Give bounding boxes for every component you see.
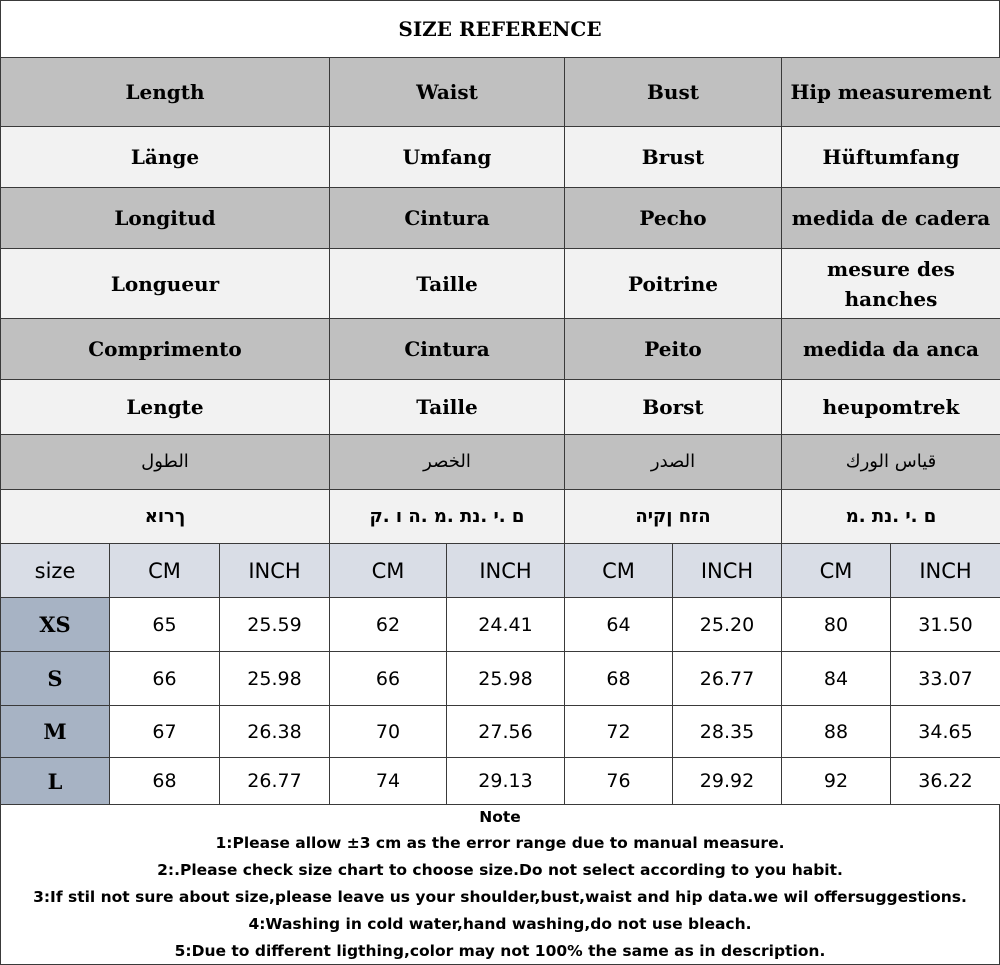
bust-label: Poitrine [565, 249, 782, 319]
length-label: Länge [1, 127, 330, 188]
waist-cm: 70 [330, 706, 447, 758]
hip-cm: 92 [782, 758, 891, 805]
bust-cm-header: CM [565, 544, 673, 598]
waist-label: الخصر [330, 435, 565, 490]
waist-inch: 25.98 [447, 652, 565, 706]
hip-inch: 31.50 [891, 598, 1000, 652]
bust-inch: 28.35 [673, 706, 782, 758]
hip-cm: 84 [782, 652, 891, 706]
waist-label: Cintura [330, 319, 565, 380]
length-inch: 25.59 [220, 598, 330, 652]
bust-cm: 68 [565, 652, 673, 706]
size-table [0, 543, 1000, 805]
hip-label: ם .י .נת .מ [782, 490, 1000, 544]
waist-inch: 27.56 [447, 706, 565, 758]
waist-label: Waist [330, 58, 565, 127]
lang-row-german [1, 127, 1000, 188]
length-label: Lengte [1, 380, 330, 435]
waist-label: Taille [330, 380, 565, 435]
bust-label: הזח ןקיה [565, 490, 782, 544]
length-inch-header: INCH [220, 544, 330, 598]
length-label: Longitud [1, 188, 330, 249]
bust-label: Brust [565, 127, 782, 188]
lang-row-portuguese [1, 319, 1000, 380]
bust-inch-header: INCH [673, 544, 782, 598]
hip-inch: 33.07 [891, 652, 1000, 706]
hip-label: medida da anca [782, 319, 1000, 380]
hip-cm: 80 [782, 598, 891, 652]
waist-inch: 24.41 [447, 598, 565, 652]
waist-cm: 62 [330, 598, 447, 652]
waist-label: Umfang [330, 127, 565, 188]
note-line: 5:Due to different ligthing,color may not 100% the same as in description. [174, 942, 826, 960]
waist-label: Taille [330, 249, 565, 319]
bust-label: الصدر [565, 435, 782, 490]
hip-inch-header: INCH [891, 544, 1000, 598]
waist-cm: 66 [330, 652, 447, 706]
hip-cm: 88 [782, 706, 891, 758]
hip-label: mesure des hanches [782, 249, 1000, 319]
lang-row-english [1, 58, 1000, 127]
waist-cm: 74 [330, 758, 447, 805]
length-label: Longueur [1, 249, 330, 319]
size-label: L [1, 758, 110, 805]
size-row-m [1, 706, 1000, 758]
length-inch: 25.98 [220, 652, 330, 706]
lang-row-spanish [1, 188, 1000, 249]
length-cm-header: CM [110, 544, 220, 598]
length-label: ךרוא [1, 490, 330, 544]
bust-label: Borst [565, 380, 782, 435]
waist-label: ם .י .נת .מ .ה ו .ק [330, 490, 565, 544]
waist-cm-header: CM [330, 544, 447, 598]
size-label: S [1, 652, 110, 706]
bust-inch: 25.20 [673, 598, 782, 652]
bust-inch: 29.92 [673, 758, 782, 805]
length-label: الطول [1, 435, 330, 490]
bust-cm: 64 [565, 598, 673, 652]
length-cm: 67 [110, 706, 220, 758]
bust-cm: 76 [565, 758, 673, 805]
size-label: M [1, 706, 110, 758]
hip-label: heupomtrek [782, 380, 1000, 435]
size-row-xs [1, 598, 1000, 652]
length-inch: 26.77 [220, 758, 330, 805]
waist-inch: 29.13 [447, 758, 565, 805]
size-row-s [1, 652, 1000, 706]
waist-label: Cintura [330, 188, 565, 249]
size-header-row [1, 544, 1000, 598]
hip-label: قياس الورك [782, 435, 1000, 490]
measurement-names-table [0, 57, 1000, 544]
note-line: 2:.Please check size chart to choose size.Do not select according to you habit. [157, 861, 843, 879]
notes-title: Note [479, 808, 521, 826]
size-label: XS [1, 598, 110, 652]
bust-label: Peito [565, 319, 782, 380]
length-cm: 68 [110, 758, 220, 805]
length-cm: 65 [110, 598, 220, 652]
bust-inch: 26.77 [673, 652, 782, 706]
bust-label: Bust [565, 58, 782, 127]
lang-row-dutch [1, 380, 1000, 435]
hip-label: Hip measurement [782, 58, 1000, 127]
lang-row-hebrew [1, 490, 1000, 544]
lang-row-arabic [1, 435, 1000, 490]
chart-title: SIZE REFERENCE [0, 0, 1000, 58]
size-header: size [1, 544, 110, 598]
hip-label: Hüftumfang [782, 127, 1000, 188]
waist-inch-header: INCH [447, 544, 565, 598]
notes-section [0, 804, 1000, 965]
bust-cm: 72 [565, 706, 673, 758]
length-label: Length [1, 58, 330, 127]
note-line: 3:If stil not sure about size,please leave us your shoulder,bust,waist and hip data.we wil offersuggestions. [33, 888, 967, 906]
hip-inch: 36.22 [891, 758, 1000, 805]
bust-label: Pecho [565, 188, 782, 249]
hip-inch: 34.65 [891, 706, 1000, 758]
length-label: Comprimento [1, 319, 330, 380]
size-row-l [1, 758, 1000, 805]
note-line: 4:Washing in cold water,hand washing,do not use bleach. [248, 915, 752, 933]
hip-cm-header: CM [782, 544, 891, 598]
hip-label: medida de cadera [782, 188, 1000, 249]
lang-row-french [1, 249, 1000, 319]
length-cm: 66 [110, 652, 220, 706]
length-inch: 26.38 [220, 706, 330, 758]
note-line: 1:Please allow ±3 cm as the error range due to manual measure. [215, 834, 785, 852]
